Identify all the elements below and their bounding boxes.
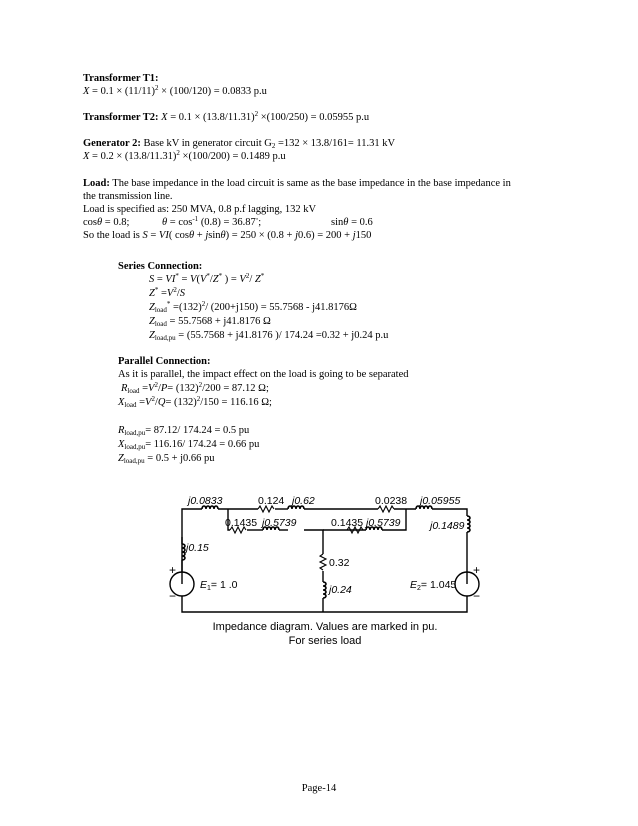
label-e2: E2= 1.045 bbox=[410, 579, 457, 592]
label-j0833: j0.0833 bbox=[188, 495, 223, 507]
parallel-l1: As it is parallel, the impact effect on the load is going to be separated bbox=[118, 369, 409, 380]
load-heading: Load: bbox=[83, 178, 110, 189]
e2-plus: + bbox=[473, 563, 481, 577]
label-r00238: 0.0238 bbox=[375, 495, 408, 507]
load-line1: Load: The base impedance in the load circuit is same as the base impedance in the base impedance in bbox=[83, 178, 511, 189]
label-j05739b: j0.5739 bbox=[366, 517, 401, 529]
parallel-l2: $R_{load} =V^2/P= (132)^2/200 = 87.12$ Ω; bbox=[121, 381, 269, 395]
parallel-l5: $X_{load,pu}= 116.16/$ 174.24 = 0.66 pu bbox=[118, 439, 260, 451]
series-l1: S = VI* = V(V*/Z* ) = $V^2/$ Z* bbox=[149, 272, 265, 285]
load-line4a: cosθ = 0.8; bbox=[83, 217, 130, 228]
load-line3: Load is specified as: 250 MVA, 0.8 p.f lagging, 132 kV bbox=[83, 204, 317, 215]
impedance-diagram bbox=[160, 484, 490, 654]
label-r032: 0.32 bbox=[329, 557, 350, 569]
t2-heading: Transformer T2: bbox=[83, 112, 159, 123]
label-j05739a: j0.5739 bbox=[262, 517, 297, 529]
label-j01489: j0.1489 bbox=[430, 520, 465, 532]
e1-minus: − bbox=[169, 589, 177, 603]
label-j062: j0.62 bbox=[292, 495, 315, 507]
diagram-caption-1: Impedance diagram. Values are marked in pu. bbox=[212, 621, 438, 633]
label-e1: E1= 1 .0 bbox=[200, 579, 238, 592]
j024-inductor-icon bbox=[323, 582, 326, 598]
r032-resistor-icon bbox=[320, 554, 326, 570]
label-r0124: 0.124 bbox=[258, 495, 285, 507]
load-line4c: sinθ = 0.6 bbox=[331, 217, 373, 228]
diagram-caption-2: For series load bbox=[288, 635, 362, 647]
load-line4b: $\theta = \cos^{-1} (0.8) = 36.87^◦$; bbox=[162, 215, 262, 228]
e2-minus: − bbox=[473, 589, 481, 603]
t2-line: Transformer T2: $X = 0.1 \times (13.8/11.31)^2 \times(100/250) = 0.05955$ p.u bbox=[83, 110, 370, 123]
parallel-heading: Parallel Connection: bbox=[118, 356, 211, 367]
page-number: Page-14 bbox=[301, 783, 337, 794]
gen2-line2: $X = 0.2 \times (13.8/11.31)^2 \times(100/200) = 0.1489$ p.u bbox=[83, 149, 286, 162]
label-r01435b: 0.1435 bbox=[331, 517, 364, 529]
e1-plus: + bbox=[169, 563, 177, 577]
series-l5: $Z_{load,pu} = (55.7568 + j41.8176$ )/ 174.24 =0.32 + j0.24 p.u bbox=[149, 330, 389, 342]
label-j005955: j0.05955 bbox=[420, 495, 461, 507]
series-l3: $Z_{load}^* =(132)^2/$ (200+j150) = 55.7568 - j41.8176Ω bbox=[149, 300, 357, 314]
t1-heading: Transformer T1: bbox=[83, 73, 159, 84]
series-l4: $Z_{load} = 55.7568 + j41.8176$ Ω bbox=[149, 316, 271, 328]
parallel-l3: $X_{load} =V^2/Q= (132)^2/150 = 116.16$ Ω; bbox=[118, 395, 272, 409]
series-l2: $Z^* =V^2/S$ bbox=[149, 286, 185, 299]
parallel-l4: $R_{load,pu}= 87.12/$ 174.24 = 0.5 pu bbox=[118, 425, 250, 437]
j01489-inductor-icon bbox=[467, 516, 470, 532]
gen2-line1: Generator 2: Base kV in generator circuit $G_2 =132 \times 13.8/161= 11.31$ kV bbox=[83, 138, 396, 150]
parallel-l6: $Z_{load,pu} = 0.5 + j0.66$ pu bbox=[118, 453, 215, 465]
load-line2: the transmission line. bbox=[83, 191, 173, 202]
t1-line: $X = 0.1 \times (11/11)^2 \times (100/120) = 0.0833$ p.u bbox=[83, 84, 267, 97]
series-heading: Series Connection: bbox=[118, 261, 203, 272]
label-j024: j0.24 bbox=[329, 584, 352, 596]
gen2-heading: Generator 2: bbox=[83, 138, 141, 149]
label-j015: j0.15 bbox=[186, 542, 209, 554]
load-line5: So the load is S = VI( cosθ + jsinθ) = 250 × (0.8 + j0.6) = 200 + j150 bbox=[83, 230, 372, 241]
label-r01435a: 0.1435 bbox=[225, 517, 258, 529]
